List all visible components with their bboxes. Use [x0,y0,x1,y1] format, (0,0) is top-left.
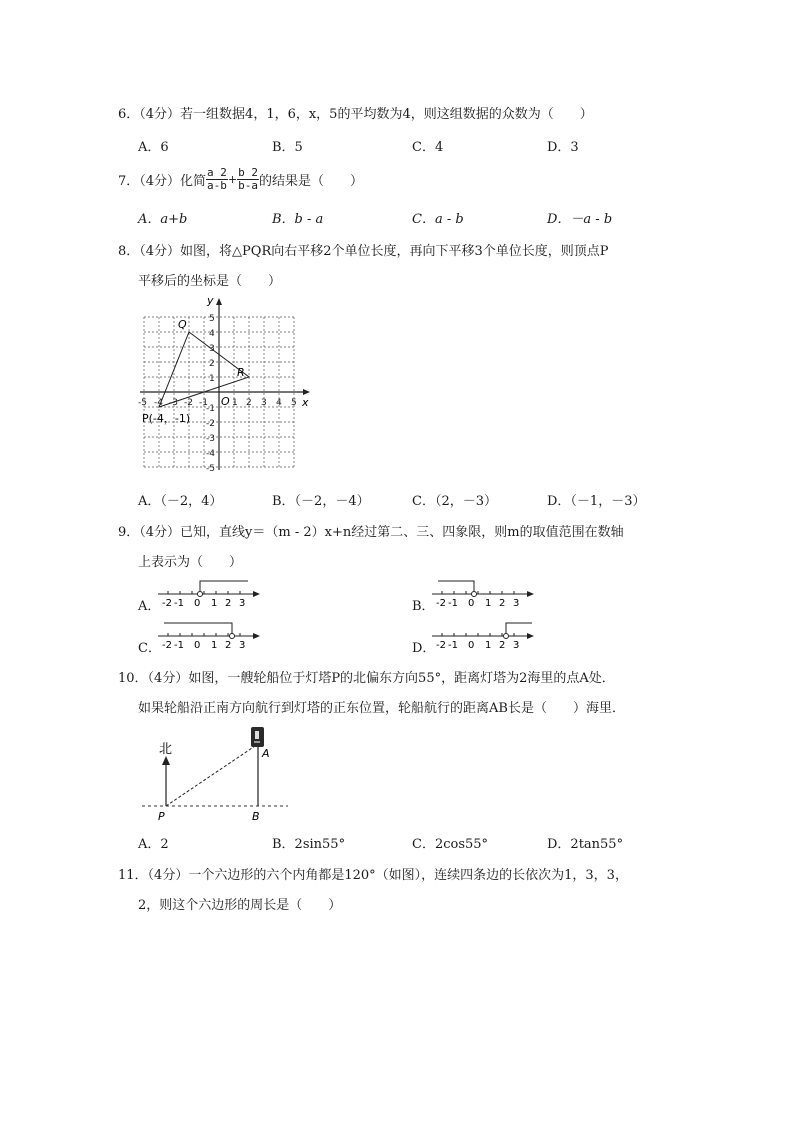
q7-frac2-num: b 2 [238,165,259,179]
q8-xtick-5: 5 [291,398,297,408]
q9a-tick-0: 0 [194,598,201,609]
q9c-tick-3: 3 [239,640,246,651]
q8-label-p: P(-4，-1) [142,412,191,425]
q10-lighthouse-figure [136,722,296,826]
q8-xtick-m3: -3 [169,398,178,408]
q9b-tick-m2: -2 [436,598,446,609]
q7-option-b[interactable]: B．b - a [272,212,324,227]
q9a-tick-m2: -2 [162,598,172,609]
q9c-tick-1: 1 [211,640,218,651]
q10-stem-line2: 如果轮船沿正南方向航行到灯塔的正东位置，轮船航行的距离AB长是（ ）海里． [138,701,625,716]
q8-ytick-m2: -2 [206,419,215,429]
q8-xtick-4: 4 [276,398,282,408]
q9d-tick-m1: -1 [448,640,458,651]
q6-stem: 6．（4分）若一组数据4，1，6，x，5的平均数为4，则这组数据的众数为（ ） [118,107,593,122]
q9b-tick-3: 3 [513,598,520,609]
q9b-tick-1: 1 [485,598,492,609]
q8-ytick-1: 1 [209,374,215,384]
q9b-tick-m1: -1 [448,598,458,609]
q6-option-b[interactable]: B．5 [272,140,303,155]
q8-ytick-m3: -3 [206,434,215,444]
q9d-tick-m2: -2 [436,640,446,651]
q8-option-c[interactable]: C．（2，－3） [412,494,497,509]
q7-frac1-num: a 2 [207,165,227,179]
q9c-tick-2: 2 [225,640,232,651]
q7-fraction-1 [206,167,228,192]
q7-option-c[interactable]: C．a - b [412,212,464,227]
q10-pa-line [166,744,258,806]
q8-y-arrow [216,298,222,305]
q8-xtick-1: 1 [232,398,238,408]
q8-xtick-m1: -1 [199,398,208,408]
q9d-tick-0: 0 [468,640,475,651]
q7-frac1-den: a-b [207,178,227,192]
q7-prefix: 7．（4分）化简 [118,173,207,189]
q8-x-arrow [303,389,310,395]
q9a-tick-m1: -1 [174,598,184,609]
q8-ytick-5: 5 [209,314,215,324]
q10-option-d[interactable]: D．2tan55° [547,837,624,852]
q9-option-d-letter[interactable]: D． [412,641,436,656]
q10-option-c[interactable]: C．2cos55° [412,837,489,852]
q8-xtick-m4: -4 [154,398,163,408]
q8-option-a[interactable]: A．（－2，4） [138,494,223,509]
q10-stem-line1: 10．（4分）如图，一艘轮船位于灯塔P的北偏东方向55°，距离灯塔为2海里的点A处． [118,671,615,686]
q8-label-q: Q [178,318,187,331]
q9-stem-line1: 9．（4分）已知，直线y＝（m - 2）x+n经过第二、三、四象限，则m的取值范围在数轴 [118,525,624,540]
q7-suffix: 的结果是（ ） [259,173,364,189]
q9b-tick-0: 0 [468,598,475,609]
q8-xtick-m2: -2 [184,398,193,408]
q9d-tick-3: 3 [513,640,520,651]
q8-label-x: x [302,396,309,409]
q8-ytick-3: 3 [209,344,215,354]
q8-ytick-4: 4 [209,329,215,339]
q9c-tick-m1: -1 [174,640,184,651]
q10-north-arrow [162,756,170,765]
q9-option-a-numberline[interactable] [154,578,264,610]
q8-xtick-m5: -5 [138,398,147,408]
q8-ytick-m5: -5 [206,464,215,472]
q8-xtick-2: 2 [246,398,252,408]
q8-ytick-m4: -4 [206,449,215,459]
q10-label-b: B [252,810,260,823]
q8-stem-line2: 平移后的坐标是（ ） [138,274,282,289]
q8-label-o: O [221,395,230,408]
q11-stem-line2: 2，则这个六边形的周长是（ ） [138,898,342,913]
q7-frac2-den: b-a [238,178,259,192]
q8-xtick-3: 3 [261,398,267,408]
q8-label-y: y [207,294,214,307]
q9d-tick-2: 2 [499,640,506,651]
q8-option-d[interactable]: D．（－1，－3） [547,494,646,509]
q8-option-b[interactable]: B．（－2，－4） [272,494,370,509]
q8-label-r: R [237,366,245,379]
q9-option-a-letter[interactable]: A． [138,599,161,614]
q6-option-c[interactable]: C．4 [412,140,444,155]
q9c-tick-0: 0 [194,640,201,651]
q9c-tick-m2: -2 [162,640,172,651]
q8-ytick-2: 2 [209,359,215,369]
q9d-tick-1: 1 [485,640,492,651]
q10-label-p: P [158,810,165,823]
q8-coordinate-figure [136,294,321,472]
q11-stem-line1: 11．（4分）一个六边形的六个内角都是120°（如图），连续四条边的长依次为1，3，3， [118,868,628,883]
q7-stem [118,159,363,199]
q9a-tick-3: 3 [239,598,246,609]
q9-option-c-numberline[interactable] [154,620,264,652]
q6-option-a[interactable]: A．6 [138,140,169,155]
q9a-tick-1: 1 [211,598,218,609]
q10-option-a[interactable]: A．2 [138,837,169,852]
q10-option-b[interactable]: B．2sin55° [272,837,346,852]
q9b-tick-2: 2 [499,598,506,609]
q10-ship-icon [251,727,264,747]
q7-plus: + [227,172,238,186]
q8-stem-line1: 8．（4分）如图，将△PQR向右平移2个单位长度，再向下平移3个单位长度，则顶点P [118,244,609,259]
q10-label-north: 北 [159,742,173,757]
q6-option-d[interactable]: D．3 [547,140,579,155]
q9-stem-line2: 上表示为（ ） [138,555,243,570]
q9-option-d-numberline[interactable] [428,620,538,652]
q9-option-c-letter[interactable]: C． [138,641,161,656]
q7-option-d[interactable]: D．－a - b [547,212,613,227]
q7-option-a[interactable]: A．a+b [138,212,188,227]
q9a-tick-2: 2 [225,598,232,609]
q7-fraction-2 [237,167,259,192]
q9-option-b-letter[interactable]: B． [412,599,435,614]
q10-label-a: A [262,747,270,760]
q9-option-b-numberline[interactable] [428,578,538,610]
q8-ytick-m1: -1 [206,404,215,414]
